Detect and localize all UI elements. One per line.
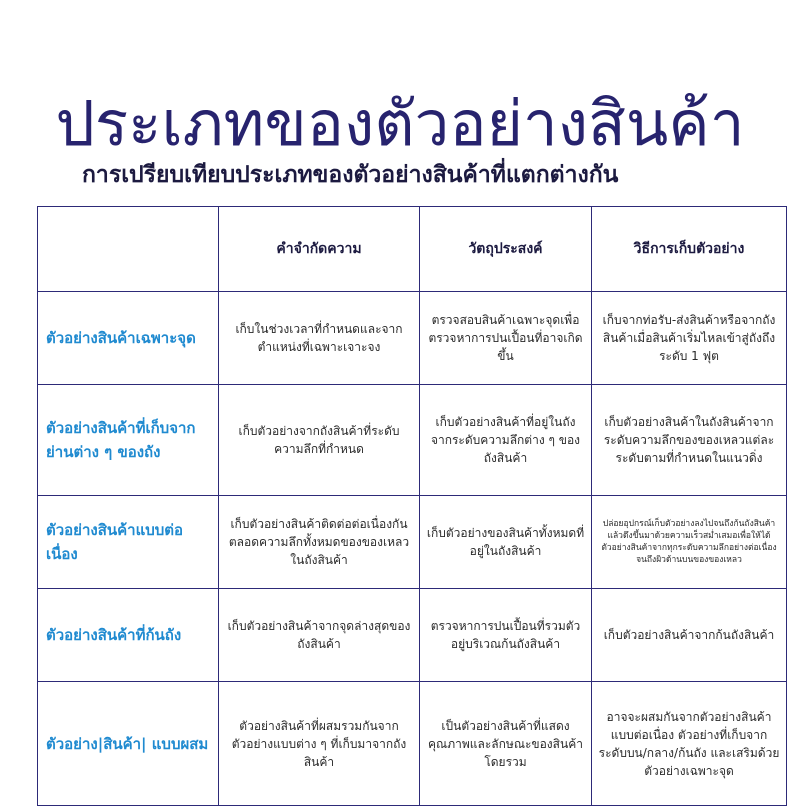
page-subtitle: การเปรียบเทียบประเภทของตัวอย่างสินค้าที่แตกต่างกัน [82, 162, 619, 188]
method-cell: ปล่อยอุปกรณ์เก็บตัวอย่างลงไปจนถึงก้นถังสินค้าแล้วดึงขึ้นมาด้วยความเร็วสม่ำเสมอเพื่อให้ได้ตัวอย่างสินค้าจากทุกระดับความลึกอย่างต่อเนื่องจนถึงผิวด้านบนของของเหลว [592, 496, 787, 589]
purpose-cell: เก็บตัวอย่างสินค้าที่อยู่ในถังจากระดับความลึกต่าง ๆ ของถังสินค้า [420, 385, 592, 496]
definition-cell: เก็บตัวอย่างจากถังสินค้าที่ระดับความลึกที่กำหนด [219, 385, 420, 496]
method-cell: เก็บตัวอย่างสินค้าในถังสินค้าจากระดับความลึกของของเหลวแต่ละระดับตามที่กำหนดในแนวดิ่ง [592, 385, 787, 496]
header-definition: คำจำกัดความ [219, 207, 420, 292]
purpose-cell: ตรวจสอบสินค้าเฉพาะจุดเพื่อตรวจหาการปนเปื้อนที่อาจเกิดขึ้น [420, 292, 592, 385]
purpose-cell: เป็นตัวอย่างสินค้าที่แสดงคุณภาพและลักษณะของสินค้าโดยรวม [420, 682, 592, 806]
table-row [38, 589, 787, 682]
table-row [38, 292, 787, 385]
sample-type-label: ตัวอย่างสินค้าเฉพาะจุด [38, 292, 219, 385]
sample-type-label: ตัวอย่าง|สินค้า| แบบผสม [38, 682, 219, 806]
purpose-cell: ตรวจหาการปนเปื้อนที่รวมตัวอยู่บริเวณก้นถังสินค้า [420, 589, 592, 682]
sample-type-label: ตัวอย่างสินค้าแบบต่อเนื่อง [38, 496, 219, 589]
definition-cell: ตัวอย่างสินค้าที่ผสมรวมกันจากตัวอย่างแบบต่าง ๆ ที่เก็บมาจากถังสินค้า [219, 682, 420, 806]
purpose-cell: เก็บตัวอย่างของสินค้าทั้งหมดที่อยู่ในถังสินค้า [420, 496, 592, 589]
comparison-table [37, 206, 787, 806]
definition-cell: เก็บตัวอย่างสินค้าติดต่อต่อเนื่องกันตลอดความลึกทั้งหมดของของเหลวในถังสินค้า [219, 496, 420, 589]
definition-cell: เก็บตัวอย่างสินค้าจากจุดล่างสุดของถังสินค้า [219, 589, 420, 682]
page-title: ประเภทของตัวอย่างสินค้า [55, 87, 745, 160]
table-row [38, 682, 787, 806]
table-header-row [38, 207, 787, 292]
table-row [38, 496, 787, 589]
sample-type-label: ตัวอย่างสินค้าที่ก้นถัง [38, 589, 219, 682]
table-row [38, 385, 787, 496]
method-cell: อาจจะผสมกันจากตัวอย่างสินค้าแบบต่อเนื่อง ตัวอย่างที่เก็บจากระดับบน/กลาง/ก้นถัง และเสริมด้วยตัวอย่างเฉพาะจุด [592, 682, 787, 806]
definition-cell: เก็บในช่วงเวลาที่กำหนดและจากตำแหน่งที่เฉพาะเจาะจง [219, 292, 420, 385]
header-purpose: วัตถุประสงค์ [420, 207, 592, 292]
method-cell: เก็บจากท่อรับ-ส่งสินค้าหรือจากถังสินค้าเมื่อสินค้าเริ่มไหลเข้าสู่ถังถึงระดับ 1 ฟุต [592, 292, 787, 385]
header-corner-cell [38, 207, 219, 292]
method-cell: เก็บตัวอย่างสินค้าจากก้นถังสินค้า [592, 589, 787, 682]
sample-type-label: ตัวอย่างสินค้าที่เก็บจากย่านต่าง ๆ ของถัง [38, 385, 219, 496]
header-method: วิธีการเก็บตัวอย่าง [592, 207, 787, 292]
